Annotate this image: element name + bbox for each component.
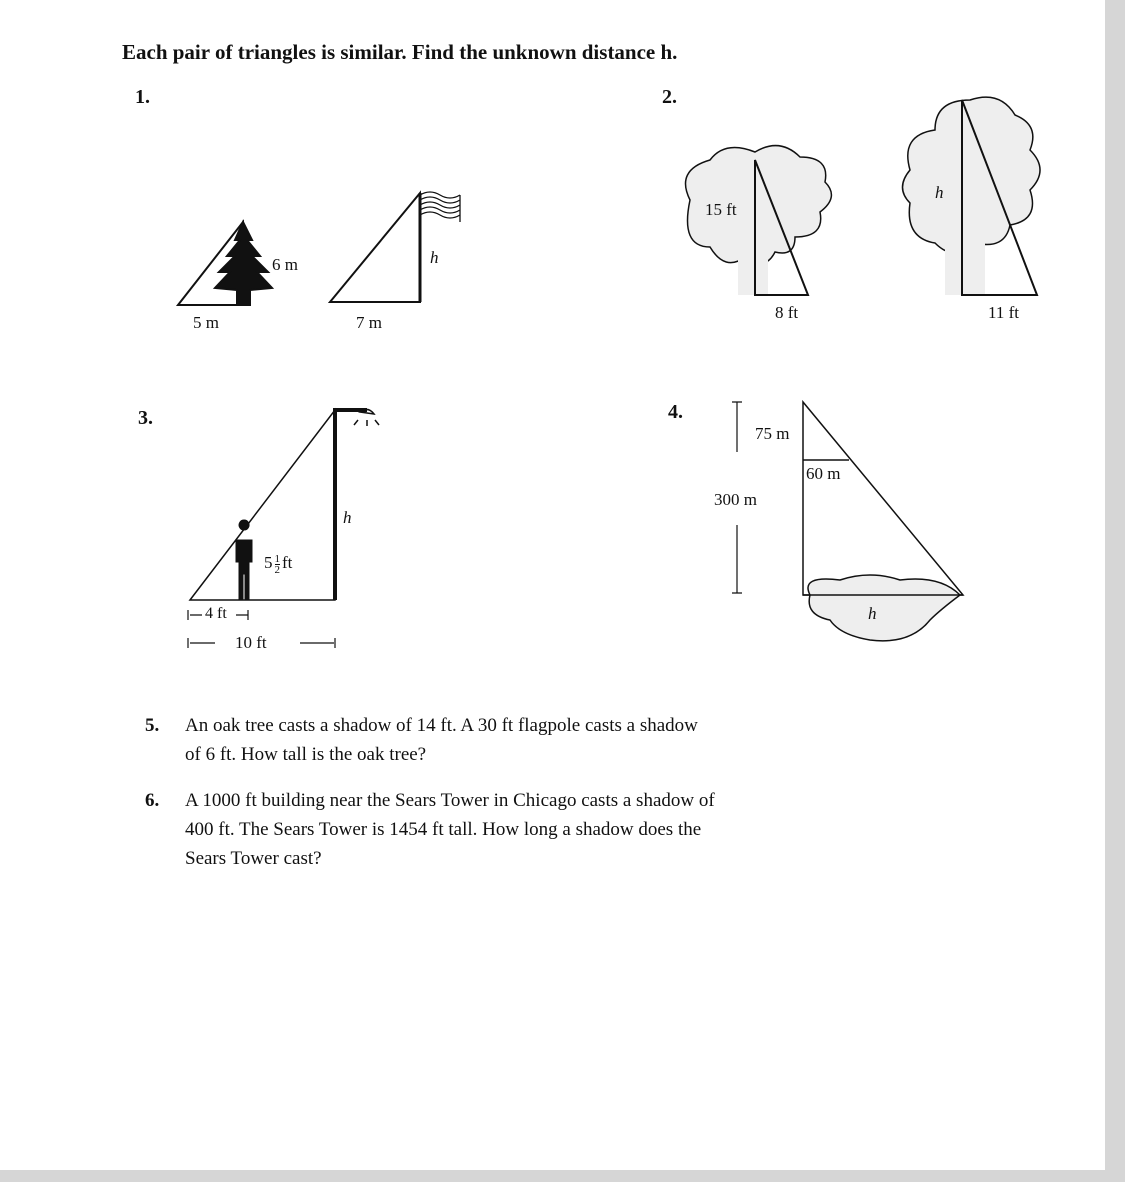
large-shadow-label: 11 ft: [988, 303, 1020, 322]
total-shadow-label: 10 ft: [235, 633, 267, 652]
river-icon: [808, 575, 960, 641]
person-icon: [236, 520, 252, 600]
problem-number: 1.: [135, 86, 150, 108]
small-tree-height-label: 15 ft: [705, 200, 737, 219]
word-problem-5: [145, 711, 885, 769]
person-shadow-label: 4 ft: [205, 605, 227, 622]
small-shadow-label: 8 ft: [775, 303, 799, 322]
small-side-label: 75 m: [755, 424, 790, 443]
oak-canopy-icon: [903, 97, 1041, 253]
unknown-h-label: h: [868, 604, 877, 623]
problem-text-line: 400 ft. The Sears Tower is 1454 ft tall. How long a shadow does the: [185, 819, 702, 840]
problem-number: 5.: [145, 715, 160, 736]
page-title: Each pair of triangles is similar. Find the unknown distance h.: [122, 40, 678, 64]
tree-height-label: 6 m: [272, 255, 298, 274]
word-problem-6: [145, 786, 885, 873]
unknown-h-label: h: [343, 508, 352, 527]
problem-number: 6.: [145, 790, 160, 811]
person-height-label: 5 $\frac{1}{2}$ ft: [264, 552, 293, 576]
flag-icon: [420, 192, 460, 222]
total-side-label: 300 m: [714, 490, 757, 509]
problem-number: 2.: [662, 86, 677, 108]
pine-tree-icon: [215, 222, 272, 305]
problem-text-line: An oak tree casts a shadow of 14 ft. A 30 ft flagpole casts a shadow: [185, 715, 698, 736]
problem-text-line: A 1000 ft building near the Sears Tower in Chicago casts a shadow of: [185, 790, 715, 811]
problem-number: 3.: [138, 407, 153, 429]
tree-shadow-label: 5 m: [193, 313, 219, 332]
problem-text-line: of 6 ft. How tall is the oak tree?: [185, 744, 427, 765]
problem-number: 4.: [668, 401, 683, 423]
flag-shadow-label: 7 m: [356, 313, 382, 332]
small-oak-tree: [686, 146, 832, 295]
small-base-label: 60 m: [806, 464, 841, 483]
flagpole-triangle: [330, 192, 460, 302]
problem-text-line: Sears Tower cast?: [185, 848, 322, 869]
unknown-h-label: h: [430, 248, 439, 267]
large-oak-tree: [903, 97, 1041, 295]
tree-triangle: [178, 222, 272, 305]
unknown-h-label: h: [935, 183, 944, 202]
